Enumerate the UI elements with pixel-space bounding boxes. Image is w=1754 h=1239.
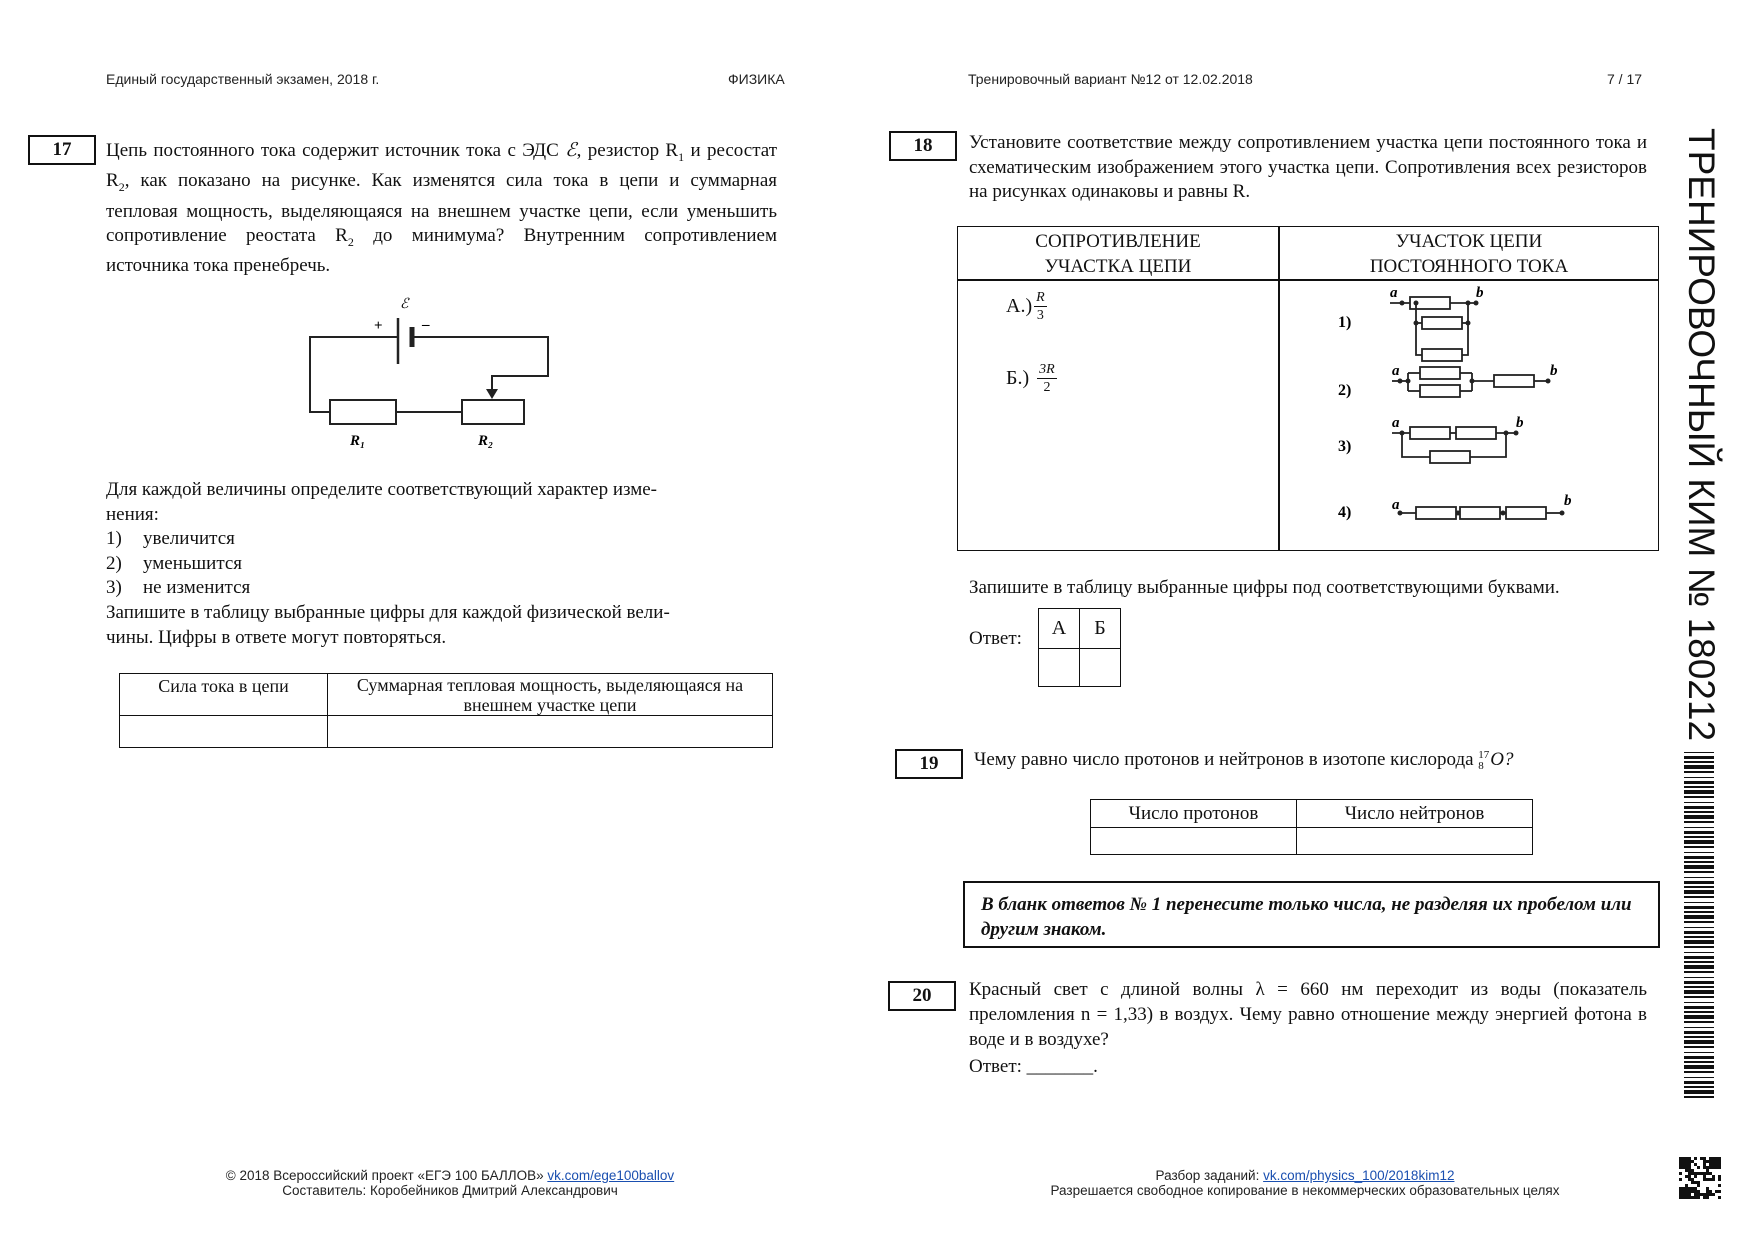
diagram-label-4: 4)	[1338, 504, 1352, 521]
header-subject: ФИЗИКА	[728, 71, 785, 87]
isotope-charge: 8	[1478, 759, 1484, 772]
node-b-2: b	[1550, 363, 1558, 379]
q19-col-neutrons: Число нейтронов	[1297, 800, 1533, 828]
q17-col-power: Суммарная тепловая мощность, выделяющаяся на внешнем участке цепи	[328, 674, 773, 716]
q18-col-circuit: УЧАСТОК ЦЕПИ ПОСТОЯННОГО ТОКА	[1369, 231, 1569, 277]
q20-number-box: 20	[888, 981, 956, 1011]
plus-label: +	[374, 318, 383, 334]
q18-write-instruction: Запишите в таблицу выбранные цифры под соответствующими буквами.	[969, 577, 1560, 598]
q17-instructions: Для каждой величины определите соответствующий характер изме- нения:	[106, 479, 658, 525]
emf-label: ℰ	[400, 297, 409, 312]
resistor-r1	[330, 400, 396, 424]
q20-answer-line[interactable]: Ответ: _______.	[969, 1056, 1098, 1077]
node-a-4: a	[1392, 497, 1400, 513]
q17-answer-cell-2[interactable]	[328, 716, 773, 748]
q17-answer-cell-1[interactable]	[120, 716, 328, 748]
qr-code	[1679, 1157, 1721, 1199]
node-a-2: a	[1392, 363, 1400, 379]
q18-number-box: 18	[889, 131, 957, 161]
q17-question-text: Цепь постоянного тока содержит источник тока с ЭДС ℰ, резистор $R_1$ и ресостат $R_2$, как показано на рисунке. Как изменятся сила тока в цепи и суммарная тепловая мощность, выделяющаяся на внешнем участке цепи, если уменьшить сопротивление реостата $R_2$ до минимума? Внутренним сопротивлением источника тока пренебречь.	[106, 140, 777, 277]
node-b-4: b	[1564, 493, 1572, 509]
q18-answer-grid	[1038, 608, 1121, 687]
q18-question-text: Установите соответствие между сопротивлением участка цепи постоянного тока и схематическим изображением этого участка цепи. Сопротивления всех резисторов на рисунках одинаковы и равны R.	[969, 132, 1647, 202]
diagram-label-3: 3)	[1338, 438, 1352, 455]
q17-col-current: Сила тока в цепи	[120, 674, 328, 716]
diagram-label-1: 1)	[1338, 314, 1352, 331]
isotope-element: O	[1490, 749, 1505, 770]
node-b-1: b	[1476, 285, 1484, 301]
q17-answer-table	[119, 673, 773, 748]
footer-solutions-link[interactable]: vk.com/physics_100/2018kim12	[1263, 1168, 1455, 1183]
footer-vk-link[interactable]: vk.com/ege100ballov	[547, 1168, 675, 1183]
q18-answer-label: Ответ:	[969, 628, 1022, 649]
q20-question-text: Красный свет с длиной волны λ = 660 нм переходит из воды (показатель преломления n = 1,33) в воздух. Чему равно отношение между энергией фотона в воде и в воздухе?	[969, 979, 1647, 1050]
header-page-number: 7 / 17	[1607, 71, 1643, 87]
header-exam-title: Единый государственный экзамен, 2018 г.	[106, 71, 380, 87]
q17-circuit-diagram	[300, 292, 560, 452]
r1-label: R₁	[350, 433, 366, 449]
footer-right: Разбор заданий: vk.com/physics_100/2018kim12 Разрешается свободное копирование в некоммерческих образовательных целях	[1050, 1168, 1560, 1198]
barcode	[1684, 752, 1714, 1099]
node-a-1: a	[1390, 285, 1398, 301]
isotope-mass: 17	[1478, 748, 1490, 761]
q17-option: 3) не изменится	[106, 577, 251, 598]
footer-left: © 2018 Всероссийский проект «ЕГЭ 100 БАЛЛОВ» vk.com/ege100ballov Составитель: Коробейников Дмитрий Александрович	[225, 1168, 675, 1198]
diagram-label-2: 2)	[1338, 382, 1352, 399]
q17-option: 2) уменьшится	[106, 552, 243, 574]
minus-label: –	[422, 317, 430, 333]
q19-number-box: 19	[895, 749, 963, 779]
q18-option-b: Б.) 3R 2	[1006, 362, 1055, 395]
answer-form-notice: В бланк ответов № 1 перенесите только числа, не разделяя их пробелом или другим знаком.	[963, 881, 1660, 948]
node-a-3: a	[1392, 415, 1400, 431]
q19-answer-table	[1090, 799, 1533, 855]
rheostat-r2	[462, 400, 524, 424]
q19-col-protons: Число протонов	[1091, 800, 1297, 828]
q18-option-a: А.) R 3	[1006, 290, 1045, 323]
side-title: ТРЕНИРОВОЧНЫЙ КИМ № 180212	[1681, 128, 1722, 742]
q18-circuit-diagrams	[1280, 281, 1658, 549]
q17-options-list	[106, 527, 250, 601]
q18-matching-table	[957, 226, 1659, 551]
q19-question-text: Чему равно число протонов и нейтронов в изотопе кислорода 17 8 O?	[974, 748, 1514, 772]
qr-graphic	[1679, 1157, 1721, 1199]
q18-answer-header-b: Б	[1080, 609, 1121, 649]
q18-answer-header-a: А	[1039, 609, 1080, 649]
q18-answer-cell-a[interactable]	[1039, 649, 1080, 687]
node-b-3: b	[1516, 415, 1524, 431]
q17-write-instruction: Запишите в таблицу выбранные цифры для каждой физической вели- чины. Цифры в ответе могут повторяться.	[106, 602, 670, 648]
q18-answer-cell-b[interactable]	[1080, 649, 1121, 687]
q19-answer-cell-neutrons[interactable]	[1297, 828, 1533, 855]
barcode-graphic	[1684, 752, 1714, 1099]
q18-col-resistance: СОПРОТИВЛЕНИЕ УЧАСТКА ЦЕПИ	[1035, 231, 1201, 277]
r2-label: R₂	[478, 433, 494, 449]
rheostat-slider-arrow	[486, 389, 498, 399]
q17-number-box: 17	[28, 135, 96, 165]
q19-answer-cell-protons[interactable]	[1091, 828, 1297, 855]
q17-option: 1) увеличится	[106, 528, 235, 549]
header-variant: Тренировочный вариант №12 от 12.02.2018	[968, 71, 1253, 87]
